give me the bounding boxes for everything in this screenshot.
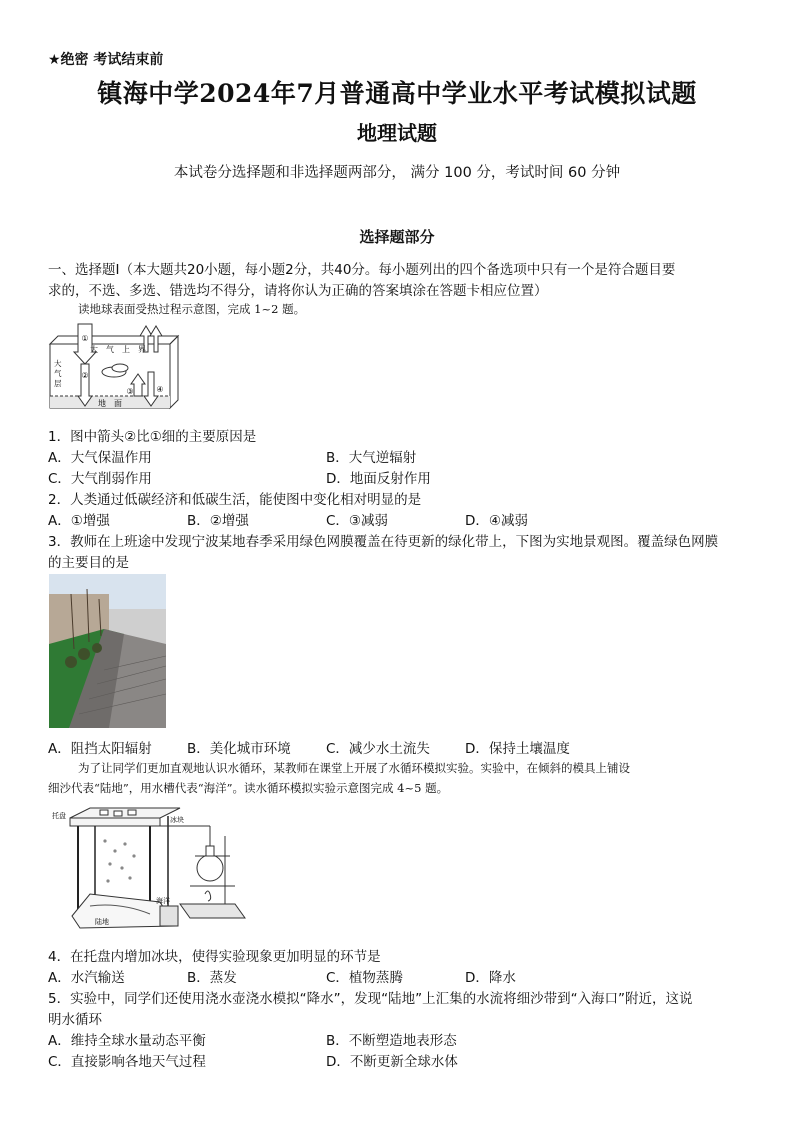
- green-mesh-photo: [49, 574, 166, 728]
- escaped-arrow-icon: [150, 326, 162, 352]
- q5-option-c: C．直接影响各地天气过程: [48, 1054, 206, 1070]
- q2-option-b: B．②增强: [187, 513, 249, 529]
- instructions-line-1: 一、选择题Ⅰ（本大题共20小题，每小题2分，共40分。每小题列出的四个备选项中只有一个是符合题目要: [48, 262, 676, 278]
- q5-option-b: B．不断塑造地表形态: [326, 1033, 457, 1049]
- q2-option-d: D．④减弱: [465, 513, 528, 529]
- q3-option-b: B．美化城市环境: [187, 741, 291, 757]
- arrow-3-label: ③: [126, 387, 134, 396]
- figure1-caption: 读地球表面受热过程示意图，完成 1~2 题。: [78, 302, 306, 316]
- ice-label: 冰块: [170, 816, 184, 824]
- atmosphere-label-3: 层: [54, 379, 62, 388]
- tray-label: 托盘: [52, 812, 66, 820]
- atmosphere-label-1: 大: [54, 359, 62, 368]
- exam-note: 本试卷分选择题和非选择题两部分， 满分 100 分，考试时间 60 分钟: [173, 165, 621, 181]
- water-cycle-experiment-diagram: [50, 806, 250, 936]
- intro-4-5-line-1: 为了让同学们更加直观地认识水循环，某教师在课堂上开展了水循环模拟实验。实验中，在倾斜的模具上铺设: [78, 761, 630, 775]
- sea-label: 海洋: [156, 897, 170, 905]
- question-2-stem: 2．人类通过低碳经济和低碳生活，能使图中变化相对明显的是: [48, 492, 422, 508]
- q3-option-c: C．减少水土流失: [326, 741, 430, 757]
- q5-option-a: A．维持全球水量动态平衡: [48, 1033, 206, 1049]
- question-5-stem-line-2: 明水循环: [48, 1012, 102, 1028]
- arrow-2-label: ②: [81, 371, 89, 380]
- q4-option-d: D．降水: [465, 970, 516, 986]
- ground-label: 地 面: [98, 399, 122, 408]
- q1-option-b: B．大气逆辐射: [326, 450, 417, 466]
- q4-option-a: A．水汽输送: [48, 970, 125, 986]
- section-title: 选择题部分: [359, 228, 435, 246]
- question-4-stem: 4．在托盘内增加冰块，使得实验现象更加明显的环节是: [48, 949, 381, 965]
- question-3-stem-line-2: 的主要目的是: [48, 555, 129, 571]
- q3-option-a: A．阻挡太阳辐射: [48, 741, 152, 757]
- q3-option-d: D．保持土壤温度: [465, 741, 570, 757]
- upper-atmosphere-label: 大 气 上 界: [90, 345, 146, 354]
- instructions-line-2: 求的，不选、多选、错选均不得分，请将你认为正确的答案填涂在答题卡相应位置）: [48, 283, 548, 299]
- exam-title: 镇海中学2024年7月普通高中学业水平考试模拟试题: [97, 79, 697, 108]
- land-label: 陆地: [95, 918, 109, 926]
- question-1-stem: 1．图中箭头②比①细的主要原因是: [48, 429, 257, 445]
- q2-option-a: A．①增强: [48, 513, 110, 529]
- confidential-mark: ★绝密 考试结束前: [48, 52, 164, 68]
- q5-option-d: D．不断更新全球水体: [326, 1054, 458, 1070]
- question-3-stem-line-1: 3．教师在上班途中发现宁波某地春季采用绿色网膜覆盖在待更新的绿化带上，下图为实地景观图。覆盖绿色网膜: [48, 534, 719, 550]
- q2-option-c: C．③减弱: [326, 513, 389, 529]
- q1-option-d: D．地面反射作用: [326, 471, 431, 487]
- intro-4-5-line-2: 细沙代表“陆地”，用水槽代表“海洋”。读水循环模拟实验示意图完成 4~5 题。: [48, 781, 449, 795]
- question-5-stem-line-1: 5．实验中，同学们还使用浇水壶浇水模拟“降水”，发现“陆地”上汇集的水流将细沙带到“入海口”附近，这说: [48, 991, 693, 1007]
- arrow-1-label: ①: [81, 334, 89, 343]
- q1-option-c: C．大气削弱作用: [48, 471, 152, 487]
- arrow-4-label: ④: [156, 385, 164, 394]
- heating-process-diagram: [48, 322, 183, 418]
- subject-title: 地理试题: [357, 121, 437, 145]
- q1-option-a: A．大气保温作用: [48, 450, 152, 466]
- atmosphere-label-2: 气: [54, 369, 62, 378]
- q4-option-b: B．蒸发: [187, 970, 237, 986]
- q4-option-c: C．植物蒸腾: [326, 970, 403, 986]
